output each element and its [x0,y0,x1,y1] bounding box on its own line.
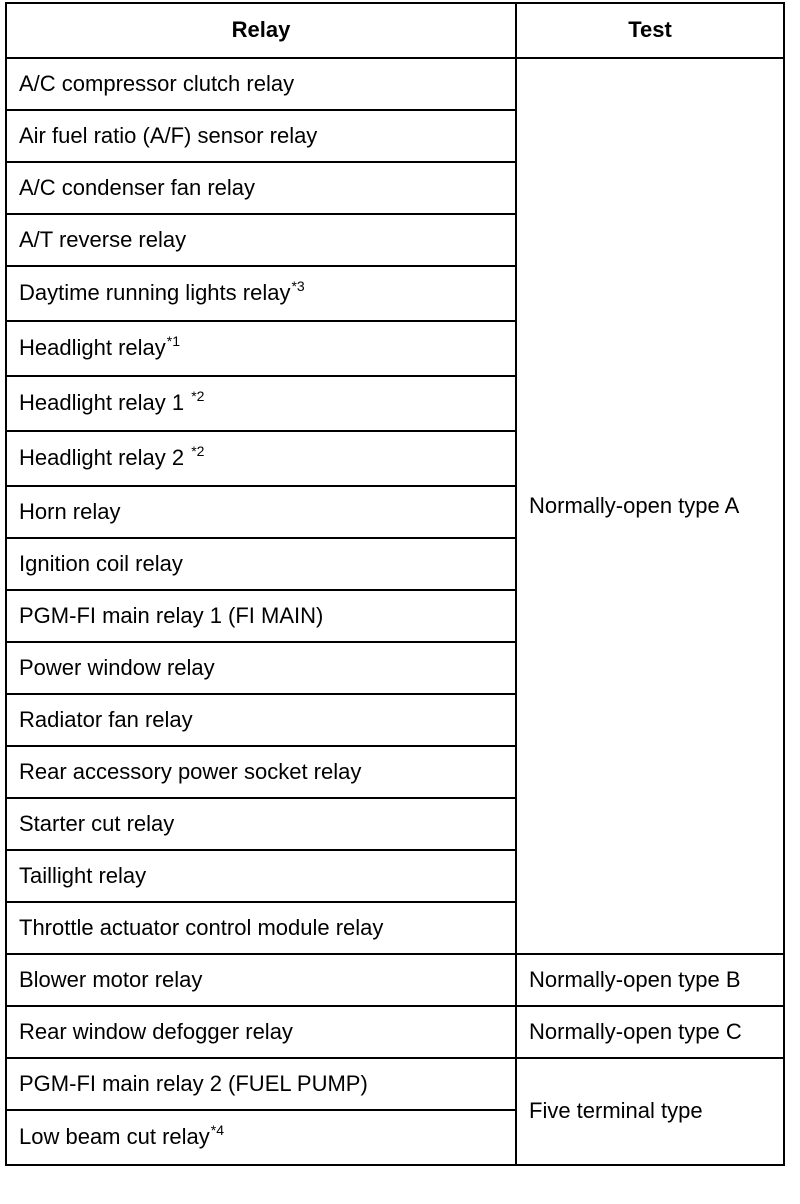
footnote-marker: *4 [210,1122,224,1139]
test-cell: Normally-open type B [516,954,784,1006]
relay-cell [6,590,516,642]
relay-cell [6,1110,516,1165]
relay-name: Radiator fan relay [19,706,193,732]
relay-cell [6,954,516,1006]
relay-name: Rear accessory power socket relay [19,758,362,784]
relay-name: Throttle actuator control module relay [19,914,384,940]
relay-cell [6,850,516,902]
relay-cell [6,266,516,321]
relay-cell [6,1006,516,1058]
relay-name: Daytime running lights relay [19,280,291,306]
relay-name: Headlight relay [19,335,166,361]
relay-name: Rear window defogger relay [19,1018,293,1044]
test-column-header: Test [516,3,784,58]
table-row [6,954,784,1006]
relay-name: PGM-FI main relay 1 (FI MAIN) [19,602,324,628]
relay-name: Air fuel ratio (A/F) sensor relay [19,122,318,148]
relay-name: A/C compressor clutch relay [19,70,295,96]
relay-name: Ignition coil relay [19,550,183,576]
relay-cell [6,538,516,590]
table-row [6,58,784,110]
relay-name: Headlight relay 2 [19,445,191,471]
footnote-marker: *2 [191,443,205,460]
footnote-marker: *2 [191,388,205,405]
footnote-marker: *1 [166,333,180,350]
relay-cell [6,321,516,376]
relay-cell [6,798,516,850]
relay-name: Low beam cut relay [19,1124,210,1150]
test-cell: Five terminal type [516,1058,784,1165]
relay-column-header: Relay [6,3,516,58]
relay-name: Blower motor relay [19,966,203,992]
relay-cell [6,746,516,798]
relay-name: A/T reverse relay [19,226,187,252]
footnote-marker: *3 [291,278,305,295]
header-row [6,3,784,58]
relay-cell [6,376,516,431]
relay-test-table [5,2,785,1166]
relay-cell [6,214,516,266]
relay-name: Headlight relay 1 [19,390,191,416]
relay-name: Taillight relay [19,862,147,888]
table-row [6,1058,784,1110]
relay-cell [6,486,516,538]
relay-cell [6,431,516,486]
relay-cell [6,902,516,954]
relay-name: Starter cut relay [19,810,175,836]
relay-name: Power window relay [19,654,215,680]
relay-name: PGM-FI main relay 2 (FUEL PUMP) [19,1070,368,1096]
relay-cell [6,642,516,694]
relay-cell [6,694,516,746]
table-row [6,1006,784,1058]
relay-cell [6,58,516,110]
relay-cell [6,162,516,214]
relay-cell [6,1058,516,1110]
test-cell: Normally-open type A [516,58,784,954]
test-cell: Normally-open type C [516,1006,784,1058]
relay-name: A/C condenser fan relay [19,174,256,200]
relay-name: Horn relay [19,498,121,524]
relay-cell [6,110,516,162]
